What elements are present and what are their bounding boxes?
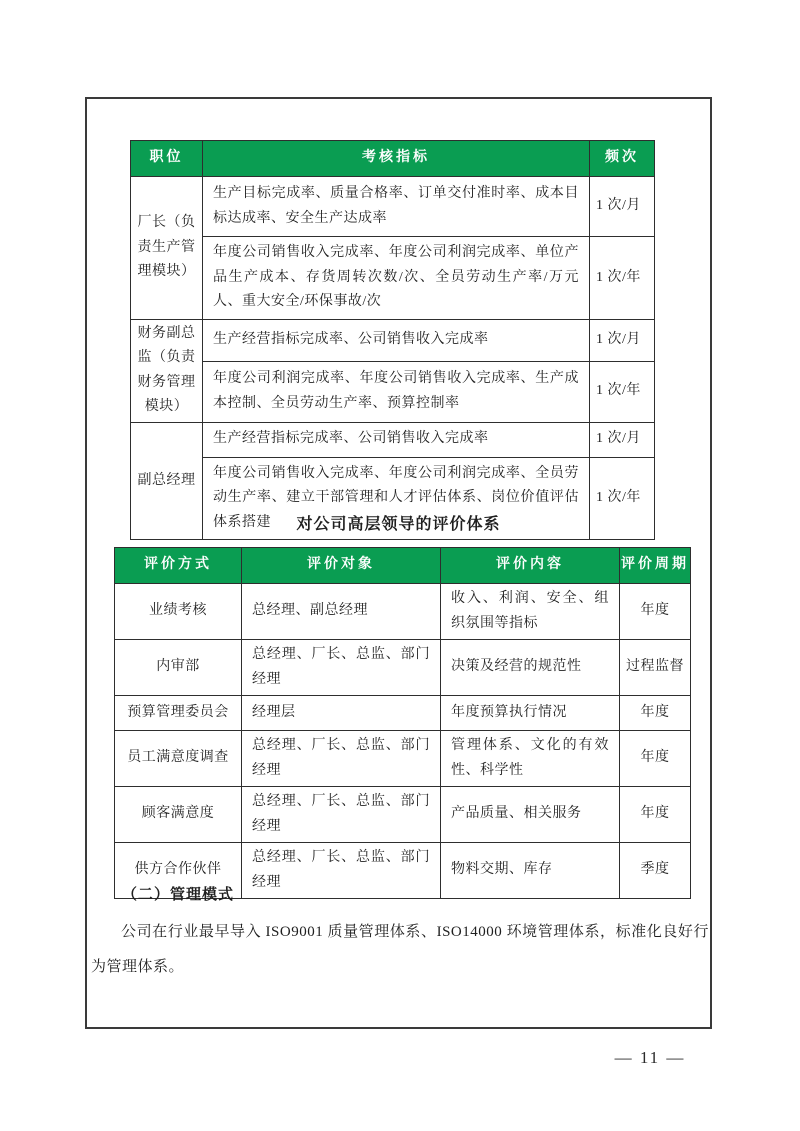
table-row bbox=[115, 640, 691, 696]
indicators-cell: 生产经营指标完成率、公司销售收入完成率 bbox=[203, 422, 590, 457]
target-cell: 总经理、厂长、总监、部门经理 bbox=[242, 843, 441, 899]
target-cell: 总经理、厂长、总监、部门经理 bbox=[242, 640, 441, 696]
target-cell: 总经理、厂长、总监、部门经理 bbox=[242, 787, 441, 843]
header-method: 评价方式 bbox=[115, 548, 242, 584]
indicators-cell: 年度公司利润完成率、年度公司销售收入完成率、生产成本控制、全员劳动生产率、预算控制率 bbox=[203, 361, 590, 422]
frequency-cell: 1 次/年 bbox=[590, 237, 655, 320]
indicators-cell: 生产经营指标完成率、公司销售收入完成率 bbox=[203, 319, 590, 361]
cycle-cell: 年度 bbox=[620, 787, 691, 843]
cycle-cell: 年度 bbox=[620, 696, 691, 731]
frequency-cell: 1 次/年 bbox=[590, 457, 655, 540]
content-cell: 年度预算执行情况 bbox=[441, 696, 620, 731]
content-cell: 决策及经营的规范性 bbox=[441, 640, 620, 696]
cycle-cell: 年度 bbox=[620, 584, 691, 640]
position-cell: 厂长（负责生产管理模块） bbox=[131, 177, 203, 320]
target-cell: 总经理、厂长、总监、部门经理 bbox=[242, 731, 441, 787]
content-cell: 管理体系、文化的有效性、科学性 bbox=[441, 731, 620, 787]
evaluation-table bbox=[114, 547, 691, 899]
assessment-header-row bbox=[131, 141, 655, 177]
cycle-cell: 年度 bbox=[620, 731, 691, 787]
header-content: 评价内容 bbox=[441, 548, 620, 584]
management-mode-heading: （二）管理模式 bbox=[122, 887, 235, 903]
page-number: — 11 — bbox=[614, 1048, 686, 1067]
frequency-cell: 1 次/月 bbox=[590, 422, 655, 457]
target-cell: 经理层 bbox=[242, 696, 441, 731]
method-cell: 顾客满意度 bbox=[115, 787, 242, 843]
header-cycle: 评价周期 bbox=[620, 548, 691, 584]
evaluation-header-row bbox=[115, 548, 691, 584]
target-cell: 总经理、副总经理 bbox=[242, 584, 441, 640]
method-cell: 员工满意度调查 bbox=[115, 731, 242, 787]
cycle-cell: 季度 bbox=[620, 843, 691, 899]
header-frequency: 频次 bbox=[590, 141, 655, 177]
position-cell: 财务副总监（负责财务管理模块） bbox=[131, 319, 203, 422]
indicators-cell: 年度公司销售收入完成率、年度公司利润完成率、全员劳动生产率、建立干部管理和人才评估体系、岗位价值评估体系搭建 bbox=[203, 457, 590, 540]
table-row bbox=[131, 361, 655, 422]
frequency-cell: 1 次/月 bbox=[590, 319, 655, 361]
assessment-table bbox=[130, 140, 655, 540]
table-row bbox=[115, 787, 691, 843]
table-row bbox=[115, 696, 691, 731]
indicators-cell: 生产目标完成率、质量合格率、订单交付准时率、成本目标达成率、安全生产达成率 bbox=[203, 177, 590, 237]
frequency-cell: 1 次/月 bbox=[590, 177, 655, 237]
table-row bbox=[115, 584, 691, 640]
cycle-cell: 过程监督 bbox=[620, 640, 691, 696]
management-mode-paragraph: 公司在行业最早导入 ISO9001 质量管理体系、ISO14000 环境管理体系，标准化良好行为管理体系。 bbox=[91, 924, 709, 975]
table-row bbox=[131, 422, 655, 457]
method-cell: 业绩考核 bbox=[115, 584, 242, 640]
header-indicators: 考核指标 bbox=[203, 141, 590, 177]
table-row bbox=[131, 177, 655, 237]
method-cell: 预算管理委员会 bbox=[115, 696, 242, 731]
method-cell: 内审部 bbox=[115, 640, 242, 696]
position-cell: 副总经理 bbox=[131, 422, 203, 540]
evaluation-system-title: 对公司高层领导的评价体系 bbox=[296, 516, 501, 533]
table-row bbox=[115, 731, 691, 787]
table-row bbox=[131, 237, 655, 320]
header-target: 评价对象 bbox=[242, 548, 441, 584]
indicators-cell: 年度公司销售收入完成率、年度公司利润完成率、单位产品生产成本、存货周转次数/次、全员劳动生产率/万元人、重大安全/环保事故/次 bbox=[203, 237, 590, 320]
table-row bbox=[131, 319, 655, 361]
content-cell: 物料交期、库存 bbox=[441, 843, 620, 899]
header-position: 职位 bbox=[131, 141, 203, 177]
method-cell: 供方合作伙伴 bbox=[115, 843, 242, 899]
content-cell: 产品质量、相关服务 bbox=[441, 787, 620, 843]
frequency-cell: 1 次/年 bbox=[590, 361, 655, 422]
page-border-frame bbox=[85, 97, 712, 1029]
content-cell: 收入、利润、安全、组织氛围等指标 bbox=[441, 584, 620, 640]
